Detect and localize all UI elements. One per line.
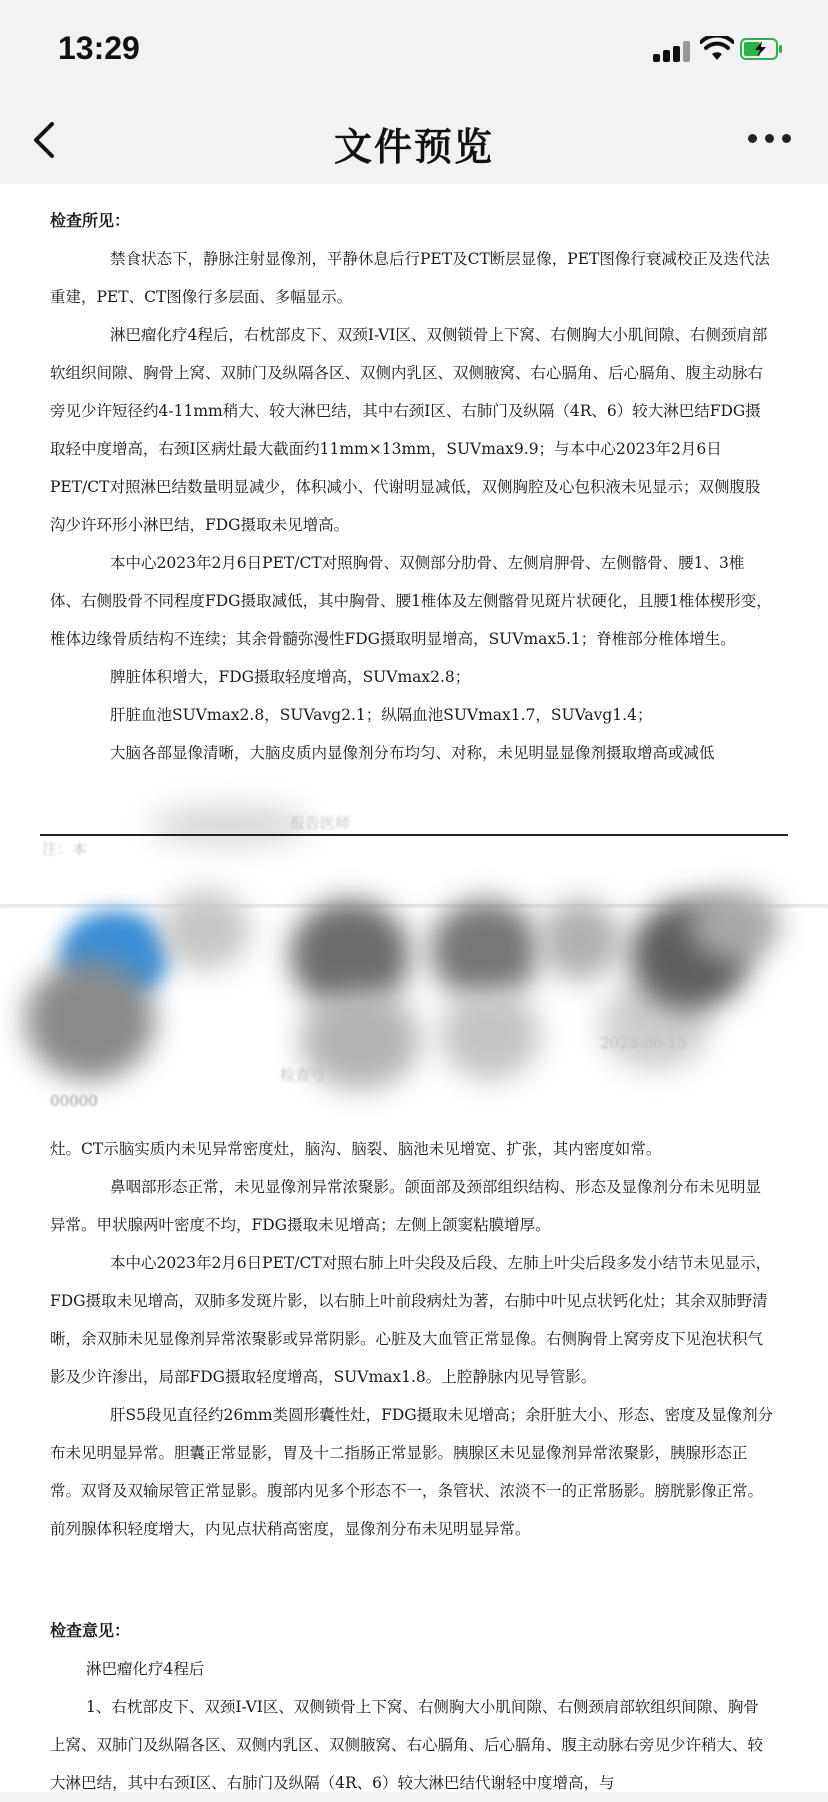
findings-paragraph: 本中心2023年2月6日PET/CT对照右肺上叶尖段及后段、左肺上叶尖后段多发小结节未见显示，FDG摄取未见增高，双肺多发斑片影，以右肺上叶前段病灶为著，右肺中叶见点状钙化灶；其余双肺野清晰，余双肺未见显像剂异常浓聚影或异常阴影。心脏及大血管正常显像。右侧胸骨上窝旁皮下见泡状积气影及少许渗出，局部FDG摄取轻度增高，SUVmax1.8。上腔静脉内见导管影。	[50, 1254, 772, 1386]
redacted-text: 检查号	[280, 1066, 326, 1084]
battery-charging-icon	[740, 37, 784, 61]
findings-paragraph: 本中心2023年2月6日PET/CT对照胸骨、双侧部分肋骨、左侧肩胛骨、左侧髂骨、腰1、3椎体、右侧股骨不同程度FDG摄取减低，其中胸骨、腰1椎体及左侧髂骨见斑片状硬化，且腰1椎体楔形变，椎体边缘骨质结构不连续；其余骨髓弥漫性FDG摄取明显增高，SUVmax5.1；脊椎部分椎体增生。	[50, 554, 772, 648]
opinion-item: 1、右枕部皮下、双颈I-VI区、双侧锁骨上下窝、右侧胸大小肌间隙、右侧颈肩部软组织间隙、胸骨上窝、双肺门及纵隔各区、双侧内乳区、双侧腋窝、右心膈角、后心膈角、腹主动脉右旁见少许稍大、较大淋巴结，其中右颈I区、右肺门及纵隔（4R、6）较大淋巴结代谢轻中度增高，与	[50, 1698, 764, 1792]
findings-paragraph: 大脑各部显像清晰，大脑皮质内显像剂分布均匀、对称，未见明显显像剂摄取增高或减低	[110, 744, 715, 762]
findings-paragraph: 禁食状态下，静脉注射显像剂，平静休息后行PET及CT断层显像，PET图像行衰减校正及迭代法重建，PET、CT图像行多层面、多幅显示。	[50, 250, 770, 306]
status-bar	[0, 0, 828, 96]
findings-paragraph: 脾脏体积增大，FDG摄取轻度增高，SUVmax2.8；	[110, 668, 471, 686]
status-time: 13:29	[58, 30, 140, 66]
report-findings-bottom	[50, 1130, 774, 1548]
redacted-region	[0, 790, 828, 1110]
nav-bar	[0, 96, 828, 184]
opinion-subtitle: 淋巴瘤化疗4程后	[86, 1660, 205, 1678]
findings-paragraph: 鼻咽部形态正常，未见显像剂异常浓聚影。颌面部及颈部组织结构、形态及显像剂分布未见明显异常。甲状腺两叶密度不均，FDG摄取未见增高；左侧上颌窦粘膜增厚。	[50, 1178, 762, 1234]
report-opinion	[50, 1612, 774, 1802]
opinion-section-title: 检查意见：	[50, 1621, 131, 1640]
findings-paragraph: 肝脏血池SUVmax2.8，SUVavg2.1；纵隔血池SUVmax1.7，SUVavg1.4；	[110, 706, 653, 724]
cellular-signal-icon	[653, 40, 693, 62]
redacted-text: 2023-06-15	[600, 1034, 687, 1052]
findings-paragraph: 肝S5段见直径约26mm类圆形囊性灶，FDG摄取未见增高；余肝脏大小、形态、密度及显像剂分布未见明显异常。胆囊正常显影，胃及十二指肠正常显影。胰腺区未见显像剂异常浓聚影，胰腺形态正常。双肾及双输尿管正常显影。腹部内见多个形态不一，条管状、浓淡不一的正常肠影。膀胱影像正常。前列腺体积轻度增大，内见点状稍高密度，显像剂分布未见明显异常。	[50, 1406, 774, 1538]
signature-divider	[40, 834, 788, 836]
page-title: 文件预览	[333, 125, 494, 169]
redacted-text: 报告医师	[290, 814, 351, 832]
report-findings-top	[50, 202, 774, 772]
findings-section-title: 检查所见：	[50, 211, 131, 230]
redacted-text: 00000	[50, 1092, 98, 1110]
more-options-icon[interactable]	[748, 134, 792, 146]
redacted-text: 注：本	[42, 840, 88, 858]
wifi-icon	[700, 36, 734, 62]
findings-paragraph: 淋巴瘤化疗4程后，右枕部皮下、双颈I-VI区、双侧锁骨上下窝、右侧胸大小肌间隙、右侧颈肩部软组织间隙、胸骨上窝、双肺门及纵隔各区、双侧内乳区、双侧腋窝、右心膈角、后心膈角、腹主动脉右旁见少许短径约4-11mm稍大、较大淋巴结，其中右颈I区、右肺门及纵隔（4R、6）较大淋巴结FDG摄取轻中度增高，右颈I区病灶最大截面约11mm×13mm，SUVmax9.9；与本中心2023年2月6日PET/CT对照淋巴结数量明显减少，体积减小、代谢明显减低，双侧胸腔及心包积液未见显示；双侧腹股沟少许环形小淋巴结，FDG摄取未见增高。	[50, 326, 768, 534]
findings-paragraph: 灶。CT示脑实质内未见异常密度灶，脑沟、脑裂、脑池未见增宽、扩张，其内密度如常。	[50, 1140, 662, 1158]
